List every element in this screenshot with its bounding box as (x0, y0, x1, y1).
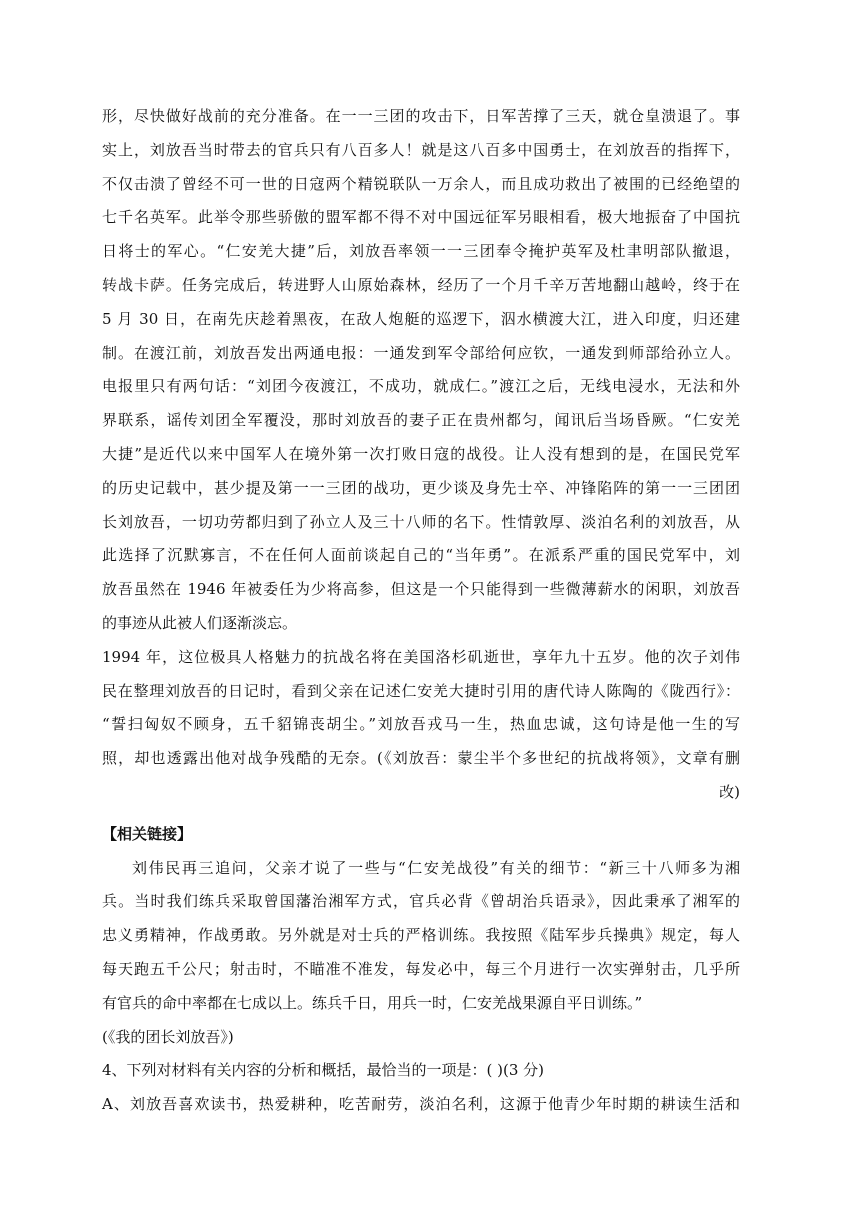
text-line: 忠义勇精神，作战勇敢。另外就是对士兵的严格训练。我按照《陆军步兵操典》规定，每人 (102, 926, 740, 945)
text-line: 照，却也透露出他对战争残酷的无奈。(《刘放吾：蒙尘半个多世纪的抗战将领》，文章有删 (102, 749, 740, 768)
text-line: 日将士的军心。“仁安羌大捷”后，刘放吾率领一一三团奉令掩护英军及杜聿明部队撤退， (102, 242, 740, 261)
text-line: 长刘放吾，一切功劳都归到了孙立人及三十八师的名下。性情敦厚、淡泊名利的刘放吾，从 (102, 512, 740, 531)
text-line: 界联系，谣传刘团全军覆没，那时刘放吾的妻子正在贵州都匀，闻讯后当场昏厥。“仁安羌 (102, 411, 740, 430)
text-line: 转战卡萨。任务完成后，转进野人山原始森林，经历了一个月千辛万苦地翻山越岭，终于在 (102, 275, 740, 294)
text-line: 1994 年，这位极具人格魅力的抗战名将在美国洛杉矶逝世，享年九十五岁。他的次子刘伟 (102, 647, 740, 666)
text-line: 的事迹从此被人们逐渐淡忘。 (102, 613, 298, 632)
source-citation-tail: 改) (719, 782, 740, 801)
text-line: “誓扫匈奴不顾身，五千貂锦丧胡尘。”刘放吾戎马一生，热血忠诚，这句诗是他一生的写 (102, 715, 740, 734)
text-line: 此选择了沉默寡言，不在任何人面前谈起自己的“当年勇”。在派系严重的国民党军中，刘 (102, 546, 740, 565)
article-paragraph-2 (102, 641, 740, 810)
related-source: (《我的团长刘放吾》) (102, 1027, 234, 1046)
text-line: 放吾虽然在 1946 年被委任为少将高参，但这是一个只能得到一些微薄薪水的闲职，刘放吾 (102, 580, 740, 599)
text-line: 民在整理刘放吾的日记时，看到父亲在记述仁安羌大捷时引用的唐代诗人陈陶的《陇西行》： (102, 681, 740, 700)
text-line: 制。在渡江前，刘放吾发出两通电报：一通发到军令部给何应钦，一通发到师部给孙立人。 (102, 343, 740, 362)
text-line: 实上，刘放吾当时带去的官兵只有八百多人！就是这八百多中国勇士，在刘放吾的指挥下， (102, 140, 740, 159)
text-line: 形，尽快做好战前的充分准备。在一一三团的攻击下，日军苦撑了三天，就仓皇溃退了。事 (102, 107, 740, 125)
document-body (102, 100, 740, 1122)
text-line: 5 月 30 日，在南先庆趁着黑夜，在敌人炮艇的巡逻下，泅水横渡大江，进入印度，归还建 (102, 309, 740, 328)
text-line: 的历史记载中，甚少提及第一一三团的战功，更少谈及身先士卒、冲锋陷阵的第一一三团团 (102, 478, 740, 497)
text-line: 不仅击溃了曾经不可一世的日寇两个精锐联队一万余人，而且成功救出了被围的已经绝望的 (102, 174, 740, 193)
question-stem: 4、下列对材料有关内容的分析和概括，最恰当的一项是：( )(3 分) (102, 1061, 545, 1080)
text-line: 每天跑五千公尺；射击时，不瞄准不准发，每发必中，每三个月进行一次实弹射击，几乎所 (102, 959, 740, 978)
related-links-paragraph (102, 852, 740, 1055)
text-line: 兵。当时我们练兵采取曾国藩治湘军方式，官兵必背《曾胡治兵语录》，因此秉承了湘军的 (102, 892, 740, 911)
related-links-heading: 【相关链接】 (102, 824, 193, 843)
text-line: 电报里只有两句话：“刘团今夜渡江，不成功，就成仁。”渡江之后，无线电浸水，无法和外 (102, 377, 740, 396)
text-line: 有官兵的命中率都在七成以上。练兵千日，用兵一时，仁安羌战果源自平日训练。” (102, 993, 643, 1012)
article-paragraph-1 (102, 100, 740, 641)
text-line: 大捷”是近代以来中国军人在境外第一次打败日寇的战役。让人没有想到的是，在国民党军 (102, 444, 740, 463)
question-option-a: A、刘放吾喜欢读书，热爱耕种，吃苦耐劳，淡泊名利，这源于他青少年时期的耕读生活和 (102, 1095, 740, 1114)
text-line: 刘伟民再三追问，父亲才说了一些与“仁安羌战役”有关的细节：“新三十八师多为湘 (132, 858, 740, 877)
text-line: 七千名英军。此举令那些骄傲的盟军都不得不对中国远征军另眼相看，极大地振奋了中国抗 (102, 208, 740, 227)
